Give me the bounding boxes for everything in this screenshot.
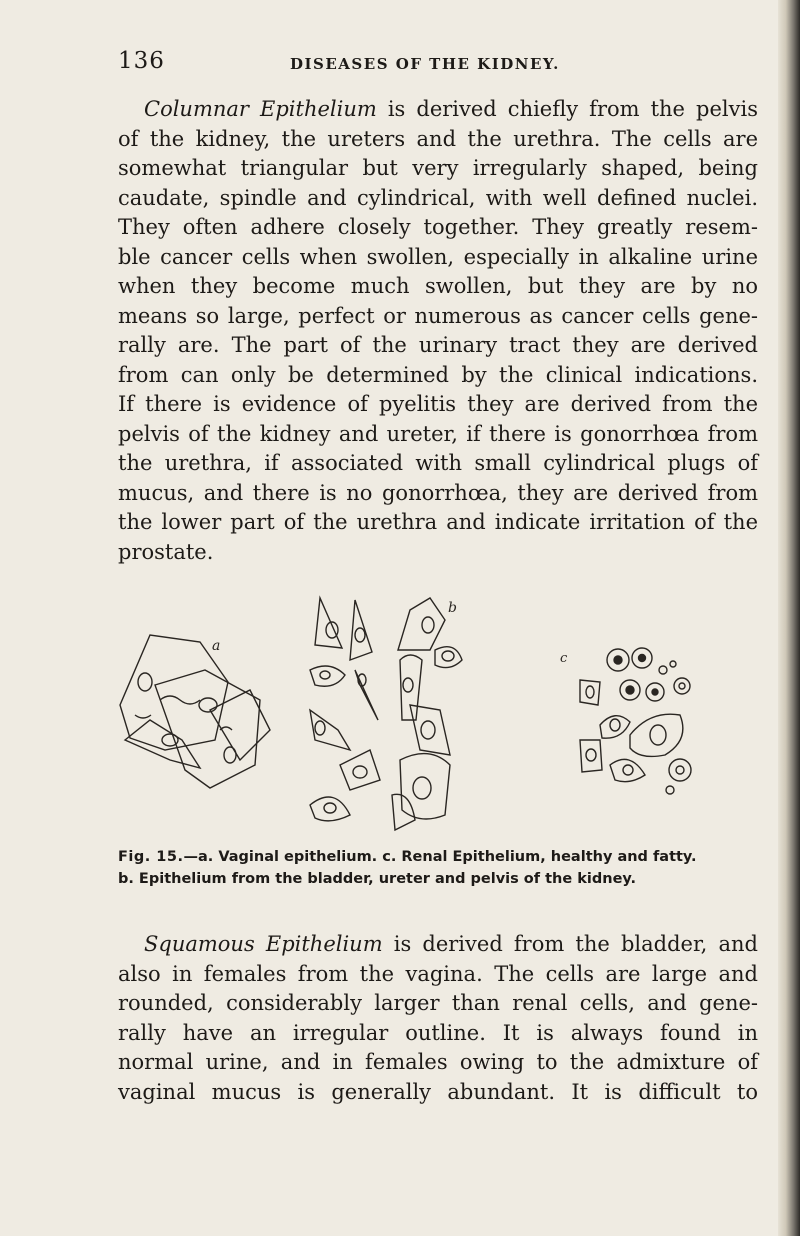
text-line: the urethra, if associated with small cylindrical plugs of — [118, 451, 758, 475]
caption-label: Fig. 15. — [118, 849, 184, 865]
paragraph-columnar-epithelium — [118, 95, 758, 567]
text-line: Columnar Epithelium is derived chiefly from the pelvis — [144, 97, 758, 121]
epithelium-illustration — [110, 590, 770, 840]
page-edge-shadow — [778, 0, 800, 1236]
text-line: mucus, and there is no gonorrhœa, they are derived from — [118, 480, 758, 505]
figure-label-c: c — [560, 651, 568, 666]
caption-line: Fig. 15.—a. Vaginal epithelium. c. Renal Epithelium, healthy and fatty. — [118, 849, 697, 865]
figure-caption — [118, 846, 768, 890]
text-line: pelvis of the kidney and ureter, if there is gonorrhœa from — [118, 421, 758, 446]
page-number: 136 — [118, 48, 165, 74]
text-line: rally are. The part of the urinary tract they are derived — [118, 333, 758, 357]
text-line: rounded, considerably larger than renal cells, and gene- — [118, 991, 758, 1015]
running-head: DISEASES OF THE KIDNEY. — [290, 55, 560, 73]
figure-label-a: a — [212, 638, 221, 654]
text-line: rally have an irregular outline. It is always found in — [118, 1020, 758, 1045]
figure-epithelium-cells — [110, 590, 770, 840]
paragraph-squamous-epithelium — [118, 930, 758, 1107]
text-line: caudate, spindle and cylindrical, with well defined nuclei. — [118, 185, 758, 210]
text-line: of the kidney, the ureters and the urethra. The cells are — [118, 126, 758, 151]
text-line: also in females from the vagina. The cells are large and — [118, 961, 758, 986]
text-line: when they become much swollen, but they are by no — [118, 274, 758, 298]
vaginal-epithelium-cells — [120, 635, 270, 788]
text-line: ble cancer cells when swollen, especially in alkaline urine — [118, 244, 758, 269]
lead-term: Squamous Epithelium — [144, 932, 383, 956]
text-line: Squamous Epithelium is derived from the bladder, and — [144, 932, 758, 956]
bladder-epithelium-cells — [310, 598, 462, 830]
text-line: They often adhere closely together. They greatly resem- — [118, 215, 758, 239]
figure-label-b: b — [448, 600, 457, 616]
text-line: means so large, perfect or numerous as cancer cells gene- — [118, 303, 758, 328]
text-line: prostate. — [118, 539, 214, 564]
text-line: somewhat triangular but very irregularly shaped, being — [118, 156, 758, 180]
lead-term: Columnar Epithelium — [144, 97, 377, 121]
text-line: the lower part of the urethra and indicate irritation of the — [118, 510, 758, 534]
text-line: normal urine, and in females owing to the admixture of — [118, 1050, 758, 1074]
renal-epithelium-cells — [580, 648, 691, 794]
caption-line: b. Epithelium from the bladder, ureter and pelvis of the kidney. — [118, 871, 637, 887]
text-line: If there is evidence of pyelitis they are derived from the — [118, 392, 758, 416]
text-line: from can only be determined by the clinical indications. — [118, 362, 758, 387]
text-line: vaginal mucus is generally abundant. It is difficult to — [118, 1079, 758, 1104]
